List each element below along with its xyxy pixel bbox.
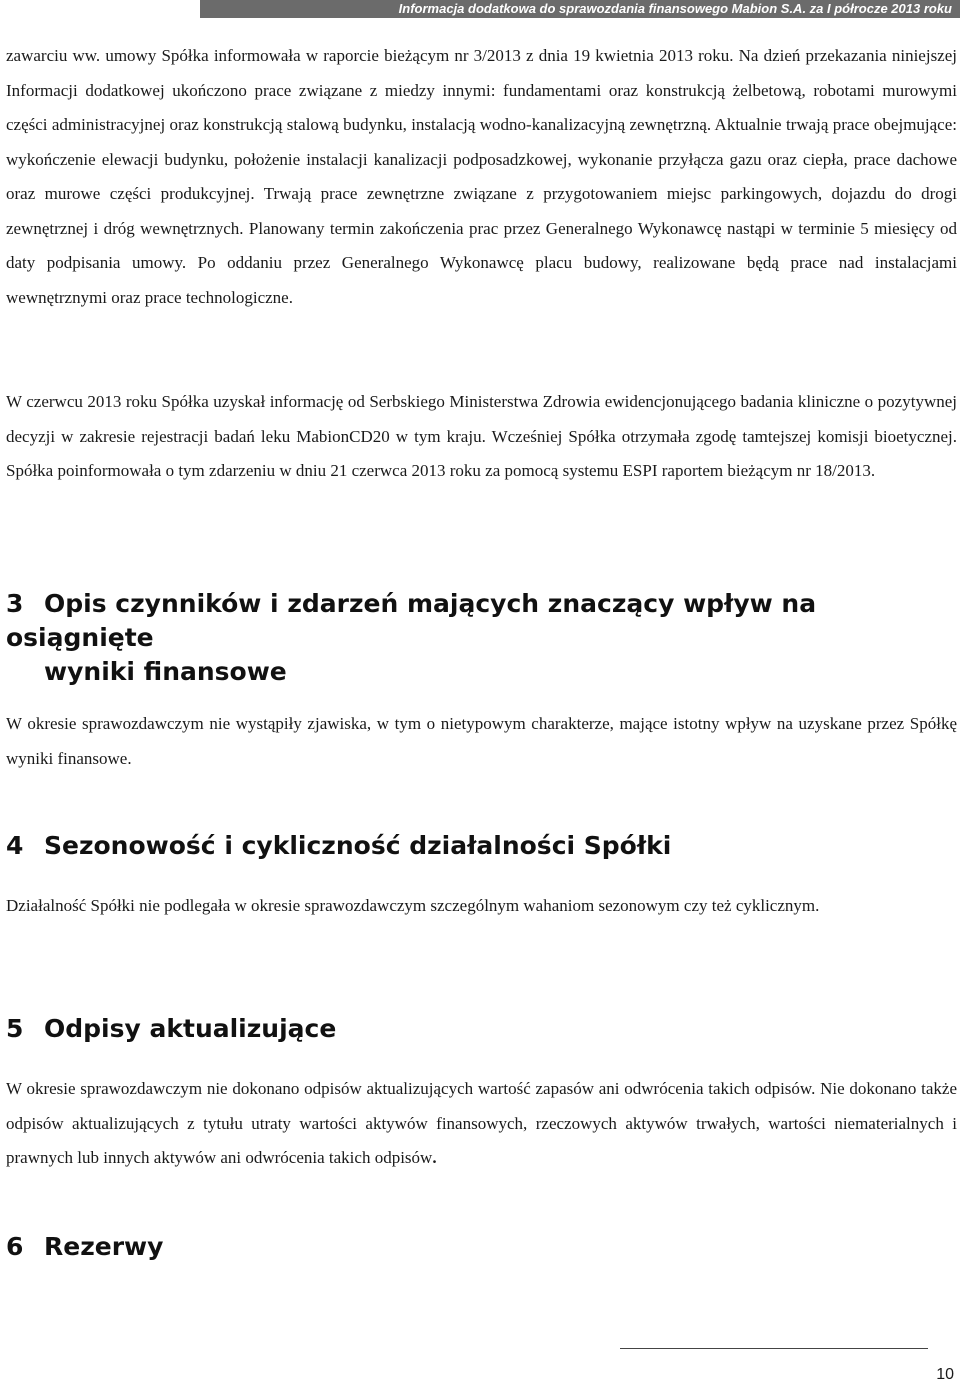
section-5-body-text: W okresie sprawozdawczym nie dokonano odpisów aktualizujących wartość zapasów ani odwrócenia takich odpisów. Nie dokonano także odpisów aktualizujących z tytułu utraty wartości aktywów finansowych, rzeczowych aktywów trwałych, wartości niematerialnych i prawnych lub innych aktywów ani odwrócenia takich odpisów xyxy=(6,1079,957,1167)
section-5-body xyxy=(6,1072,957,1176)
section-4-body: Działalność Spółki nie podlegała w okresie sprawozdawczym szczególnym wahaniom sezonowym czy też cyklicznym. xyxy=(6,896,820,915)
section-5-body-end: . xyxy=(432,1148,437,1167)
paragraph-construction-progress: zawarciu ww. umowy Spółka informowała w raporcie bieżącym nr 3/2013 z dnia 19 kwietnia 2013 roku. Na dzień przekazania niniejszej Informacji dodatkowej ukończono prace związane z miedzy innymi: fundamentami oraz konstrukcją żelbetową, robotami murowymi części administracyjnej oraz konstrukcją stalową budynku, instalacją wodno-kanalizacyjną zewnętrzną. Aktualnie trwają prace obejmujące: wykończenie elewacji budynku, położenie instalacji kanalizacji podposadzkowej, wykonanie przyłącza gazu oraz ciepła, prace dachowe oraz murowe części produkcyjnej. Trwają prace zewnętrzne związane z przygotowaniem miejsc parkingowych, dojazdu do drogi zewnętrznej i dróg wewnętrznych. Planowany termin zakończenia prac przez Generalnego Wykonawcę nastąpi w terminie 5 miesięcy od daty podpisania umowy. Po oddaniu przez Generalnego Wykonawcę placu budowy, realizowane będą prace nad instalacjami wewnętrznymi oraz prace technologiczne. xyxy=(6,46,957,307)
footer-divider xyxy=(620,1348,928,1349)
section-3-number: 3 xyxy=(6,589,24,618)
section-4-heading xyxy=(6,829,957,863)
paragraph-serbian-registration: W czerwcu 2013 roku Spółka uzyskał informację od Serbskiego Ministerstwa Zdrowia ewidencjonującego badania kliniczne o pozytywnej decyzji w zakresie rejestracji badań leku MabionCD20 w tym kraju. Wcześniej Spółka otrzymała zgodę tamtejszej komisji bioetycznej. Spółka poinformowała o tym zdarzeniu w dniu 21 czerwca 2013 roku za pomocą systemu ESPI raportem bieżącym nr 18/2013. xyxy=(6,392,957,480)
running-header-band xyxy=(200,0,960,18)
section-3-heading xyxy=(6,587,957,689)
section-6-title: Rezerwy xyxy=(44,1232,164,1261)
section-6-number: 6 xyxy=(6,1232,24,1261)
section-4-title: Sezonowość i cykliczność działalności Spółki xyxy=(44,831,672,860)
section-5-heading xyxy=(6,1012,957,1046)
page-number: 10 xyxy=(936,1366,954,1383)
section-3-body: W okresie sprawozdawczym nie wystąpiły zjawiska, w tym o nietypowym charakterze, mające istotny wpływ na uzyskane przez Spółkę wyniki finansowe. xyxy=(6,714,957,768)
section-6-heading xyxy=(6,1230,957,1264)
section-3-title-line2: wyniki finansowe xyxy=(44,657,287,686)
section-5-number: 5 xyxy=(6,1014,24,1043)
running-header-title: Informacja dodatkowa do sprawozdania finansowego Mabion S.A. za I półrocze 2013 roku xyxy=(398,1,952,16)
section-3-title-line1: Opis czynników i zdarzeń mających znaczący wpływ na osiągnięte xyxy=(6,589,817,652)
section-4-number: 4 xyxy=(6,831,24,860)
section-5-title: Odpisy aktualizujące xyxy=(44,1014,337,1043)
